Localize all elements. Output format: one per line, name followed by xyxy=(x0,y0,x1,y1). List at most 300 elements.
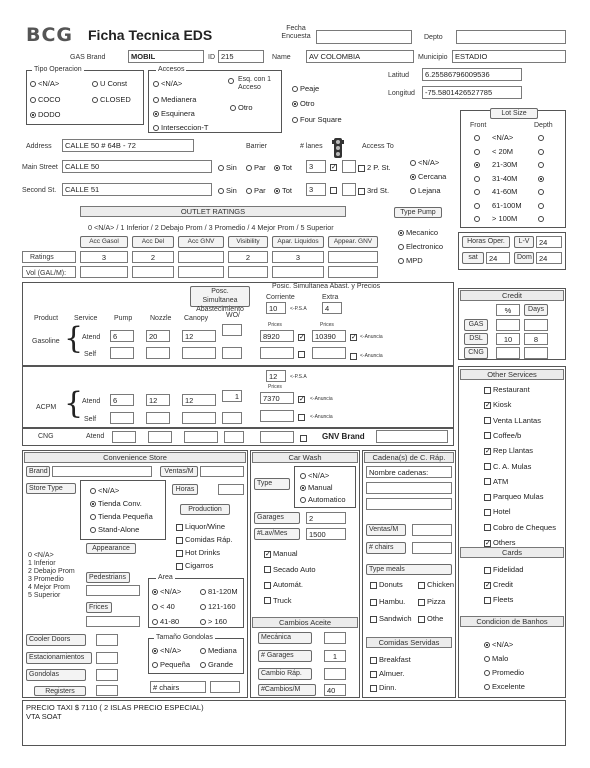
service-item[interactable]: ✓ Kiosk xyxy=(485,400,512,410)
radio-selected-icon xyxy=(300,485,306,491)
gas-self-canopy[interactable] xyxy=(182,347,216,359)
acpm-label: ACPM xyxy=(36,404,57,411)
checkbox-icon xyxy=(264,582,271,589)
card-item[interactable]: ✓ Credit xyxy=(485,580,514,589)
second-tot[interactable]: Tot xyxy=(274,186,292,195)
id-field[interactable]: 215 xyxy=(218,50,264,63)
acpm-self-pump[interactable] xyxy=(110,412,134,424)
store-type-option[interactable]: Stand-Alone xyxy=(90,525,139,534)
appearance-scale-line: 1 Inferior xyxy=(28,560,56,567)
access-to-label: Access To xyxy=(362,143,394,150)
gas-extra-anuncia-check[interactable] xyxy=(350,332,359,341)
checkbox-icon xyxy=(484,494,491,501)
store-header: Convenience Store xyxy=(24,452,246,463)
outlet-vol-field[interactable] xyxy=(328,266,378,278)
radio-selected-icon xyxy=(474,162,480,168)
credit-pct-field[interactable] xyxy=(496,319,520,331)
accesos-esq1[interactable] xyxy=(228,76,236,85)
store-chairs-field[interactable]: # chairs xyxy=(150,681,206,693)
lot-depth-radio[interactable] xyxy=(538,214,546,223)
garages-field[interactable]: 2 xyxy=(306,512,346,524)
checkbox-icon xyxy=(176,537,183,544)
gnv-brand-field[interactable] xyxy=(376,430,448,443)
acpm-self-check[interactable] xyxy=(298,412,307,421)
radio-icon xyxy=(90,514,96,520)
estac-field[interactable] xyxy=(96,652,118,664)
credit-pct-field[interactable]: 10 xyxy=(496,333,520,345)
gas-extra-prices-label: Prices xyxy=(320,322,334,328)
lot-front-radio[interactable] xyxy=(474,147,482,156)
accesos-esq1-label: Esq. con 1 Acceso xyxy=(238,76,272,91)
lot-depth-radio[interactable] xyxy=(538,187,546,196)
second-street-field[interactable]: CALLE 51 xyxy=(62,183,212,196)
nombre-cadenas-field[interactable]: Nombre cadenas: xyxy=(366,466,452,478)
depto-field[interactable] xyxy=(456,30,566,44)
pedestrians-field[interactable] xyxy=(86,585,140,596)
gas-psa-label: <-P.S.A xyxy=(290,306,307,312)
radio-icon xyxy=(484,670,490,676)
acpm-brace: { xyxy=(64,386,84,421)
service-item[interactable]: ✓ Others xyxy=(485,538,516,547)
production-item[interactable]: Cigarros xyxy=(176,561,213,570)
acpm-pos-field[interactable]: 12 xyxy=(266,370,286,382)
comida-option[interactable]: Almuer. xyxy=(370,669,404,678)
credit-pct-field[interactable] xyxy=(496,347,520,359)
checkbox-icon xyxy=(484,567,491,574)
comidas-header: Comidas Servidas xyxy=(366,637,452,648)
lav-label: #Lav/Mes xyxy=(254,528,300,540)
cadena-blank-2[interactable] xyxy=(366,498,452,510)
main-tot[interactable]: Tot xyxy=(274,163,292,172)
tam-gondola-option[interactable]: Mediana xyxy=(200,646,237,655)
barrier-label: Barrier xyxy=(246,143,268,150)
appearance-scale-line: 0 <N/A> xyxy=(28,552,54,559)
card-item[interactable]: Fleets xyxy=(484,595,513,604)
checkbox-icon xyxy=(176,550,183,557)
credit-days-field[interactable]: 8 xyxy=(524,333,548,345)
accesos-medianera[interactable]: Medianera xyxy=(153,95,196,104)
store-type-option[interactable]: Tienda Pequeña xyxy=(90,512,153,521)
wo-label: WO/ xyxy=(226,312,240,319)
cadena-ventas-field[interactable] xyxy=(412,524,452,536)
carwash-type-option[interactable]: Automatico xyxy=(300,495,346,504)
acpm-self-label: Self xyxy=(84,416,97,423)
main-sin[interactable]: Sin xyxy=(218,163,237,172)
access-cercana[interactable]: Cercana xyxy=(410,172,446,181)
corriente-label: Corriente xyxy=(266,294,295,301)
appearance-scale-line: 4 Mejor Prom xyxy=(28,584,71,591)
service-item[interactable]: C. A. Mulas xyxy=(484,462,531,471)
other-services-header: Other Services xyxy=(460,369,564,380)
gasoline-brace: { xyxy=(64,321,84,356)
acpm-canopy-field[interactable]: 12 xyxy=(182,394,216,406)
tam-gondola-option[interactable]: Pequeña xyxy=(152,660,190,669)
area-option[interactable]: 121-160 xyxy=(200,602,236,611)
notes-line-1: PRECIO TAXI $ 7110 ( 2 ISLAS PRECIO ESPECIAL) xyxy=(26,703,204,712)
gas-self-corr-check[interactable] xyxy=(298,349,307,358)
pump-mpd[interactable]: MPD xyxy=(398,256,423,265)
acpm-self-price[interactable] xyxy=(260,410,294,422)
lot-row-label: <N/A> xyxy=(492,133,514,142)
gas-pump-field[interactable]: 6 xyxy=(110,330,134,342)
gas-canopy-field[interactable]: 12 xyxy=(182,330,216,342)
fecha-field[interactable] xyxy=(316,30,412,44)
meal-option[interactable]: Pizza xyxy=(418,597,445,606)
banos-option[interactable]: Promedio xyxy=(484,668,524,677)
cng-label: CNG xyxy=(38,433,54,440)
product-label: Product xyxy=(34,315,59,322)
credit-days-field[interactable] xyxy=(524,347,548,359)
gas-corr-price-field[interactable]: 8920 xyxy=(260,330,294,342)
second-par[interactable]: Par xyxy=(246,186,266,195)
service-item[interactable]: Hotel xyxy=(484,507,511,516)
production-item[interactable]: Comidas Ráp. xyxy=(176,535,233,544)
outlet-rating-field[interactable]: 2 xyxy=(132,251,174,263)
carwash-type-option[interactable]: Manual xyxy=(300,483,333,492)
second-lanes-check[interactable] xyxy=(330,185,339,194)
acpm-price-field[interactable]: 7370 xyxy=(260,392,294,404)
cambios-header: Cambios Aceite xyxy=(252,617,358,628)
dom-field[interactable]: 24 xyxy=(536,252,562,264)
accesos-otro-a[interactable]: Otro xyxy=(230,103,253,112)
outlet-vol-field[interactable] xyxy=(228,266,268,278)
card-item[interactable]: Fidelidad xyxy=(484,565,523,574)
radio-icon xyxy=(90,488,96,494)
credit-row-label: DSL xyxy=(464,333,488,345)
gas-extra-price-field[interactable]: 10390 xyxy=(312,330,346,342)
outlet-rating-field[interactable] xyxy=(328,251,378,263)
lanes-label: # lanes xyxy=(300,143,323,150)
fries-field[interactable] xyxy=(86,616,140,627)
cadena-header: Cadena(s) de C. Ráp. xyxy=(364,452,454,463)
cambio-rap-field[interactable] xyxy=(324,668,346,680)
sat-field[interactable]: 24 xyxy=(486,252,510,264)
cng-wo-field[interactable] xyxy=(224,431,244,443)
lot-front-radio[interactable] xyxy=(474,201,482,210)
area-option[interactable]: <N/A> xyxy=(152,587,181,596)
acpm-self-wo[interactable] xyxy=(222,412,242,424)
store-ventas-label: Ventas/M xyxy=(160,466,198,477)
service-item[interactable]: Parqueo Mulas xyxy=(484,492,543,501)
gas-corr-anuncia-check[interactable] xyxy=(298,332,307,341)
carwash-check[interactable]: Secado Auto xyxy=(264,565,316,574)
registers-label: Registers xyxy=(34,686,86,696)
radio-icon xyxy=(474,176,480,182)
outlet-col-header: Visibility xyxy=(228,236,268,248)
radio-icon xyxy=(218,188,224,194)
municipio-field[interactable]: ESTADIO xyxy=(452,50,566,63)
main-street-field[interactable]: CALLE 50 xyxy=(62,160,212,173)
second-extra-field[interactable] xyxy=(342,183,356,196)
outlet-vol-field[interactable] xyxy=(80,266,128,278)
checkbox-checked-icon: ✓ xyxy=(485,401,491,409)
store-ventas-field[interactable] xyxy=(200,466,244,477)
radio-icon xyxy=(200,648,206,654)
latitud-field[interactable]: 6.25586796009536 xyxy=(422,68,522,81)
main-lanes-field[interactable]: 3 xyxy=(306,160,326,173)
lav-field[interactable]: 1500 xyxy=(306,528,346,540)
accesos-otro-b[interactable]: Otro xyxy=(292,99,315,108)
second-street-label: Second St. xyxy=(22,187,57,194)
outlet-rating-field[interactable]: 2 xyxy=(228,251,268,263)
radio-selected-icon xyxy=(398,230,404,236)
radio-icon xyxy=(92,97,98,103)
mecanica-label: Mecánica xyxy=(258,632,312,644)
bcg-logo: BCG xyxy=(26,24,74,46)
gas-self-wo[interactable] xyxy=(222,347,242,359)
carwash-check[interactable]: ✓ Manual xyxy=(265,549,298,558)
lv-field[interactable]: 24 xyxy=(536,236,562,248)
gondolas-field[interactable] xyxy=(96,669,118,681)
acpm-wo-field[interactable]: 1 xyxy=(222,390,242,402)
credit-row-label: GAS xyxy=(464,319,488,331)
carwash-header: Car Wash xyxy=(252,452,358,463)
checkbox-icon xyxy=(370,599,377,606)
checkbox-checked-icon: ✓ xyxy=(485,581,491,589)
area-option[interactable]: < 40 xyxy=(152,602,175,611)
checkbox-checked-icon: ✓ xyxy=(485,447,491,455)
longitud-field[interactable]: -75.5801426527785 xyxy=(422,86,522,99)
gas-brand-field[interactable]: MOBIL xyxy=(128,50,204,63)
carwash-type-option[interactable]: <N/A> xyxy=(300,471,329,480)
service-item[interactable]: Cobro de Cheques xyxy=(484,523,556,532)
area-option[interactable]: > 160 xyxy=(200,617,227,626)
tam-gondola-option[interactable]: <N/A> xyxy=(152,646,181,655)
main-lanes-check[interactable] xyxy=(330,162,339,171)
accesos-esquinera[interactable]: Esquinera xyxy=(153,109,195,118)
radio-selected-icon xyxy=(274,165,280,171)
acpm-nozzle-field[interactable]: 12 xyxy=(146,394,170,406)
radio-icon xyxy=(484,656,490,662)
acpm-pump-field[interactable]: 6 xyxy=(110,394,134,406)
ngarages-field[interactable]: 1 xyxy=(324,650,346,662)
accesos-peaje[interactable]: Peaje xyxy=(292,84,319,93)
cng-canopy-field[interactable] xyxy=(184,431,218,443)
checkbox-icon xyxy=(358,165,365,172)
radio-icon xyxy=(246,165,252,171)
acpm-prices-label: Prices xyxy=(268,384,282,390)
second-lanes-field[interactable]: 3 xyxy=(306,183,326,196)
cng-atend-label: Atend xyxy=(86,433,105,440)
fecha-label: Fecha Encuesta xyxy=(281,25,311,40)
service-item[interactable]: Restaurant xyxy=(484,385,530,394)
gas-self-extra-price[interactable] xyxy=(312,347,346,359)
lot-front-radio[interactable] xyxy=(474,187,482,196)
area-option[interactable]: 81-120M xyxy=(200,587,238,596)
tipo-op-dodo[interactable]: DODO xyxy=(30,110,61,119)
gas-corr-pos-field[interactable]: 10 xyxy=(266,302,286,314)
area-label: Area xyxy=(158,574,173,581)
pump-mecanico[interactable]: Mecanico xyxy=(398,228,438,237)
pump-electronico[interactable]: Electronico xyxy=(398,242,443,251)
service-item[interactable]: ATM xyxy=(484,477,508,486)
pedestrians-label: Pedestrians xyxy=(86,572,130,583)
meal-option[interactable]: Chicken xyxy=(418,580,454,589)
cng-check[interactable] xyxy=(300,433,309,442)
radio-selected-icon xyxy=(152,648,158,654)
accesos-four-square[interactable]: Four Square xyxy=(292,115,342,124)
meal-option[interactable]: Sandwich xyxy=(370,614,412,623)
type-pump-title: Type Pump xyxy=(394,207,442,218)
banos-option[interactable]: Excelente xyxy=(484,682,525,691)
gas-self-extra-check[interactable] xyxy=(350,351,359,360)
service-item[interactable]: Venta LLantas xyxy=(484,416,541,425)
checkbox-icon xyxy=(418,582,425,589)
checkbox-icon xyxy=(370,671,377,678)
access-lejana[interactable]: Lejana xyxy=(410,186,441,195)
appearance-scale-line: 5 Superior xyxy=(28,592,61,599)
store-type-option[interactable]: <N/A> xyxy=(90,486,119,495)
gas-nozzle-field[interactable]: 20 xyxy=(146,330,170,342)
store-horas-field[interactable] xyxy=(218,484,244,495)
two-p-st[interactable]: 2 P. St. xyxy=(358,163,391,172)
production-item[interactable]: Liquor/Wine xyxy=(176,522,225,531)
main-street-label: Main Street xyxy=(22,164,58,171)
lot-row-label: 21-30M xyxy=(492,160,518,169)
lot-front-radio[interactable] xyxy=(474,133,482,142)
appearance-label: Appearance xyxy=(86,543,136,554)
radio-icon xyxy=(292,117,298,123)
area-option[interactable]: 41-80 xyxy=(152,617,179,626)
gas-extra-pos-field[interactable]: 4 xyxy=(322,302,342,314)
outlet-col-header: Acc Del xyxy=(132,236,174,248)
meal-option[interactable]: Othe xyxy=(418,614,443,623)
checkbox-icon xyxy=(418,616,425,623)
radio-icon xyxy=(484,684,490,690)
tipo-op-closed[interactable]: CLOSED xyxy=(92,95,131,104)
lot-row-label: < 20M xyxy=(492,146,514,156)
radio-icon xyxy=(152,604,158,610)
outlet-rating-field[interactable]: 3 xyxy=(272,251,324,263)
gondolas-label: Gondolas xyxy=(26,669,86,681)
cadena-chairs-label: # chairs xyxy=(366,542,406,554)
cadena-blank-1[interactable] xyxy=(366,482,452,494)
cooler-doors-field[interactable] xyxy=(96,634,118,646)
cooler-doors-label: Cooler Doors xyxy=(26,634,86,646)
acpm-anuncia-check[interactable] xyxy=(298,394,307,403)
dom-label: Dom xyxy=(514,252,534,264)
gas-self-nozzle[interactable] xyxy=(146,347,170,359)
radio-icon xyxy=(218,165,224,171)
lot-front-radio[interactable] xyxy=(474,174,482,183)
lot-row-label: 31-40M xyxy=(492,173,518,183)
lot-front-radio[interactable] xyxy=(474,214,482,223)
meal-option[interactable]: Hambu. xyxy=(370,597,405,606)
cambio-rap-label: Cambio Ráp. xyxy=(258,668,312,680)
gas-self-pump[interactable] xyxy=(110,347,134,359)
production-item[interactable]: Hot Drinks xyxy=(176,548,220,557)
outlet-rating-field[interactable] xyxy=(178,251,224,263)
accesos-interseccion[interactable]: Interseccion-T xyxy=(153,123,209,132)
depto-label: Depto xyxy=(424,34,443,41)
store-type-option[interactable]: Tienda Conv. xyxy=(90,499,142,508)
cng-nozzle-field[interactable] xyxy=(148,431,172,443)
banos-option[interactable]: <N/A> xyxy=(484,640,513,649)
store-brand-field[interactable] xyxy=(52,466,152,477)
ncambios-field[interactable]: 40 xyxy=(324,684,346,696)
checkbox-checked-icon: ✓ xyxy=(299,395,305,403)
cadena-chairs-field[interactable] xyxy=(412,542,452,554)
carwash-check[interactable]: Automát. xyxy=(264,580,303,589)
pos-simultanea-title: Posc. Simultanea Abastecimiento xyxy=(190,286,250,307)
outlet-vol-field[interactable] xyxy=(132,266,174,278)
store-brand-label: Brand xyxy=(26,466,50,477)
name-field[interactable]: AV COLOMBIA xyxy=(306,50,414,63)
main-extra-field[interactable] xyxy=(342,160,356,173)
credit-days-field[interactable] xyxy=(524,319,548,331)
radio-icon xyxy=(152,662,158,668)
lot-depth-radio[interactable] xyxy=(538,201,546,210)
gas-self-corr-price[interactable] xyxy=(260,347,294,359)
comida-option[interactable]: Breakfast xyxy=(370,655,411,664)
checkbox-icon xyxy=(298,351,305,358)
lot-front-label: Front xyxy=(470,122,487,129)
gas-wo-field[interactable] xyxy=(222,324,242,336)
registers-field[interactable] xyxy=(96,685,118,696)
address-field[interactable]: CALLE 50 # 64B - 72 xyxy=(62,139,194,152)
lot-depth-radio[interactable] xyxy=(538,133,546,142)
radio-icon xyxy=(538,149,544,155)
lot-depth-radio[interactable] xyxy=(538,160,546,169)
acpm-self-nozzle[interactable] xyxy=(146,412,170,424)
meal-option[interactable]: Donuts xyxy=(370,580,403,589)
lot-front-radio[interactable] xyxy=(474,160,482,169)
tam-gondola-option[interactable]: Grande xyxy=(200,660,233,669)
form-title: Ficha Tecnica EDS xyxy=(88,27,213,43)
radio-selected-icon xyxy=(153,111,159,117)
comida-option[interactable]: Dinn. xyxy=(370,683,397,692)
tipo-op-coco[interactable]: COCO xyxy=(30,95,61,104)
tipo-op-uconst[interactable]: U Const xyxy=(92,79,127,88)
access-na[interactable]: <N/A> xyxy=(410,158,439,167)
outlet-rating-field[interactable]: 3 xyxy=(80,251,128,263)
nozzle-label: Nozzle xyxy=(150,315,172,322)
ratings-label: Ratings xyxy=(30,254,54,261)
mecanica-field[interactable] xyxy=(324,632,346,644)
second-sin[interactable]: Sin xyxy=(218,186,237,195)
municipio-label: Municipio xyxy=(418,54,448,61)
radio-icon xyxy=(538,135,544,141)
fries-label: Frices xyxy=(86,602,112,613)
gas-brand-label: GAS Brand xyxy=(70,54,106,61)
carwash-check[interactable]: Truck xyxy=(264,596,291,605)
cng-price-field[interactable] xyxy=(260,431,294,443)
checkbox-icon xyxy=(484,597,491,604)
checkbox-icon xyxy=(484,509,491,516)
radio-icon xyxy=(474,189,480,195)
service-item[interactable]: Coffee/b xyxy=(484,431,521,440)
third-st[interactable]: 3rd St. xyxy=(358,186,389,195)
tipo-op-na[interactable]: <N/A> xyxy=(30,79,59,88)
carwash-type-label: Type xyxy=(254,478,290,490)
service-item[interactable]: ✓ Rep Llantas xyxy=(485,446,534,456)
outlet-vol-field[interactable] xyxy=(272,266,324,278)
lot-depth-radio[interactable] xyxy=(538,174,546,183)
main-par[interactable]: Par xyxy=(246,163,266,172)
outlet-vol-field[interactable] xyxy=(178,266,224,278)
sat-label: sat xyxy=(462,252,484,264)
banos-option[interactable]: Malo xyxy=(484,654,508,663)
radio-icon xyxy=(153,97,159,103)
cng-pump-field[interactable] xyxy=(112,431,136,443)
store-chairs-value[interactable] xyxy=(210,681,240,693)
radio-icon xyxy=(398,244,404,250)
horas-oper-label: Horas Oper. xyxy=(462,236,510,248)
credit-row-label: CNG xyxy=(464,347,488,359)
accesos-na[interactable]: <N/A> xyxy=(153,79,182,88)
acpm-self-canopy[interactable] xyxy=(182,412,216,424)
lot-depth-radio[interactable] xyxy=(538,147,546,156)
